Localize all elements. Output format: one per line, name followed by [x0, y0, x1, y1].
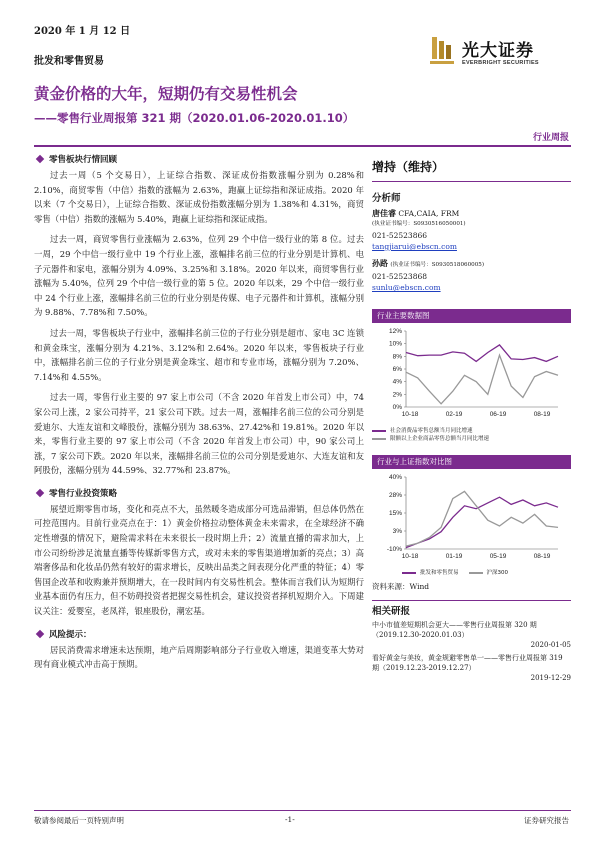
- footer-disclaimer: 敬请参阅最后一页特别声明: [34, 816, 124, 825]
- chart-2-plot: [372, 469, 571, 565]
- logo-text: 光大证券: [462, 41, 534, 61]
- legend-entry: [469, 569, 509, 577]
- analyst-phone: 021-52523868: [372, 272, 428, 281]
- y-tick-label: 10%: [388, 340, 402, 348]
- rating: 增持（维持）: [372, 160, 445, 174]
- legend-label: 批发和零售贸易: [420, 570, 459, 576]
- section-heading: 风险提示：: [34, 627, 364, 641]
- y-tick-label: 2%: [392, 391, 402, 399]
- x-tick-label: 02-19: [445, 411, 463, 418]
- analyst-name: 唐佳睿: [372, 208, 396, 218]
- related-date: 2019-12-29: [530, 674, 571, 682]
- x-tick-label: 05-19: [489, 553, 507, 560]
- analyst-email[interactable]: sunlu@ebscn.com: [372, 283, 441, 292]
- related-date: 2020-01-05: [530, 641, 571, 649]
- y-tick-label: 4%: [392, 378, 402, 386]
- paragraph: 居民消费需求增速未达预期，地产后周期影响部分子行业收入增速，渠道变革大势对现有商业模式冲击高于预期。: [34, 644, 364, 670]
- diamond-bullet-icon: [36, 629, 44, 637]
- series-line: [406, 355, 558, 404]
- x-tick-label: 01-19: [445, 553, 463, 560]
- analyst-cert: (执业证书编号：S0930518060005): [390, 262, 485, 268]
- series-line: [406, 345, 558, 362]
- legend-swatch: [372, 438, 386, 440]
- analyst-phone: 021-52523866: [372, 231, 428, 240]
- main-content: [34, 152, 364, 672]
- related-heading: 相关研报: [372, 606, 411, 617]
- y-tick-label: -10%: [386, 546, 402, 553]
- series-line: [406, 491, 558, 546]
- everbright-logo-icon: [428, 35, 458, 69]
- legend-entry: [372, 427, 571, 435]
- x-tick-label: 06-19: [489, 411, 507, 418]
- chart-2: [372, 455, 571, 577]
- footer-org: 证券研究报告: [524, 816, 569, 825]
- legend-entry: [402, 569, 459, 577]
- related-item[interactable]: [372, 653, 571, 683]
- legend-label: 社会消费品零售总额当月同比增速: [390, 428, 473, 434]
- sidebar: [372, 158, 571, 683]
- y-tick-label: 28%: [388, 492, 402, 499]
- industry-category: 批发和零售贸易: [34, 56, 104, 67]
- analyst-cert: (执业证书编号：S0930516050001): [372, 221, 466, 227]
- chart-title: 行业主要数据图: [372, 309, 571, 323]
- legend-entry: [372, 435, 571, 443]
- paragraph: 过去一周，零售板块子行业中，涨幅排名前三位的子行业分别是超市、家电 3C 连锁和黄金珠宝，涨幅分别为 4.21%、3.12%和 2.64%。2020 年以来，零售板块子行业中，涨幅排名前三位的子行业分别是黄金珠宝、超市和专业市场，涨幅分别为 7.20%、7.14%和 4.55%。: [34, 327, 364, 382]
- legend-swatch: [469, 572, 483, 574]
- paragraph: 展望近期零售市场，变化和亮点不大，虽然暖冬造成部分可选品滞销，但总体仍然在可控范围内。目前行业亮点在于：1）黄金价格拉动整体黄金未来需求，在全球经济不确定性增强的情况下，避险需求料在未来很长一段时期上升；2）流量直播的需求加大，上市公司纷纷涉足流量直播等传媒新零售方式，或对未来的零售渠道增加新的亮点；3）高端奢侈品和化妆品仍然有较好的需求增长，反映出品类之间表现分化严重的特征；4）零售国企改革和收购兼并预期增大，在一段时间内有交易性机会。整体而言我们认为短期行业基本面仍有压力，但不妨碍投资者把握交易性机会，建议投资者择机短期介入。下周建议关注：爱婴室，老凤祥，银座股份，潮宏基。: [34, 503, 364, 617]
- x-tick-label: 08-19: [533, 553, 551, 560]
- analyst-card: [372, 208, 571, 252]
- y-tick-label: 40%: [388, 474, 402, 481]
- related-title[interactable]: 中小市值差短期机会更大——零售行业周报第 320 期（2019.12.30-2020.01.03）: [372, 621, 537, 639]
- y-tick-label: 8%: [392, 353, 402, 361]
- y-tick-label: 3%: [392, 528, 402, 535]
- analyst-heading: 分析师: [372, 193, 401, 204]
- legend-label: 限额以上企业商品零售总额当月同比增速: [390, 436, 490, 442]
- chart-1: [372, 309, 571, 443]
- paragraph: 过去一周，零售行业主要的 97 家上市公司（不含 2020 年首发上市公司）中，74 家公司上涨，2 家公司持平，21 家公司下跌。过去一周，涨幅排名前三位的公司分别是爱迪尔、大连友谊和文峰股份，涨幅分别为 38.63%、27.42%和 19.81%。2020 年以来，零售行业主要的 97 家上市公司（不含 2020 年首发上市公司）中，90 家公司上涨，7 家公司下跌。2020 年以来，涨幅排名前三位的公司分别是爱迪尔、大连友谊和友阿股份，涨幅分别为 44.59%、32.77%和 23.87%。: [34, 392, 364, 476]
- legend-swatch: [372, 430, 386, 432]
- analyst-card: [372, 258, 571, 293]
- y-tick-label: 6%: [392, 366, 402, 373]
- chart-1-plot: [372, 323, 571, 423]
- report-subtitle: ——零售行业周报第 321 期（2020.01.06-2020.01.10）: [34, 111, 355, 125]
- sidebar-divider: [372, 181, 571, 182]
- legend-label: 沪深300: [486, 570, 509, 576]
- x-tick-label: 08-19: [533, 411, 551, 418]
- legend-swatch: [402, 572, 416, 574]
- diamond-bullet-icon: [36, 155, 44, 163]
- analyst-email[interactable]: tangjiarui@ebscn.com: [372, 242, 457, 251]
- footer-divider: [34, 810, 571, 811]
- report-title: 黄金价格的大年，短期仍有交易性机会: [34, 85, 298, 103]
- analyst-title: CFA,CAIA, FRM: [398, 209, 460, 218]
- report-type: 行业周报: [532, 133, 569, 143]
- y-tick-label: 0%: [392, 404, 402, 411]
- report-date: 2020 年 1 月 12 日: [34, 26, 131, 37]
- related-item[interactable]: [372, 620, 571, 650]
- page-number: -1-: [285, 815, 295, 824]
- section-heading: 零售板块行情回顾: [34, 152, 364, 166]
- x-tick-label: 10-18: [401, 553, 419, 560]
- chart-1-legend: [372, 427, 571, 443]
- logo-english: EVERBRIGHT SECURITIES: [462, 60, 539, 66]
- y-tick-label: 15%: [388, 510, 402, 517]
- chart-title: 行业与上证指数对比图: [372, 455, 571, 469]
- paragraph: 过去一周，商贸零售行业涨幅为 2.63%，位列 29 个中信一级行业的第 8 位。过去一周，29 个中信一级行业中 19 个行业上涨，涨幅排名前三位的行业分别是计算机、电子元器件和家电，涨幅分别为 4.09%、3.25%和 3.18%。2020 年以来，商贸零售行业涨幅为 5.40%，位列 29 个中信一级行业的第 5 位。2020 年以来，29 个中信一级行业中 24 个行业上涨，涨幅排名前三位的行业分别是传媒、电子元器件和计算机，涨幅分别为 9.88%、7.78%和 7.50%。: [34, 234, 364, 318]
- analyst-name: 孙路: [372, 258, 388, 268]
- sidebar-divider: [372, 600, 571, 601]
- section-heading: 零售行业投资策略: [34, 486, 364, 500]
- related-title[interactable]: 看好黄金与美妆，黄金规避零售单一——零售行业周报第 319 期（2019.12.23-2019.12.27）: [372, 654, 563, 672]
- y-tick-label: 12%: [388, 328, 402, 335]
- chart-source: 资料来源：Wind: [372, 582, 430, 591]
- series-line: [406, 497, 558, 547]
- chart-2-legend: [372, 569, 571, 577]
- diamond-bullet-icon: [36, 489, 44, 497]
- header-divider: [34, 145, 571, 147]
- x-tick-label: 10-18: [401, 411, 419, 418]
- paragraph: 过去一周（5 个交易日），上证综合指数、深证成份指数涨幅分别为 0.28%和 2.10%，商贸零售（中信）指数的涨幅为 2.63%，跑赢上证综指和深证成指。2020 年以来（7 个交易日），上证综合指数、深证成份指数涨幅分别为 1.38%和 4.31%，商贸零售（中信）指数的涨幅为 5.40%，跑赢上证综指和深证成指。: [34, 170, 364, 224]
